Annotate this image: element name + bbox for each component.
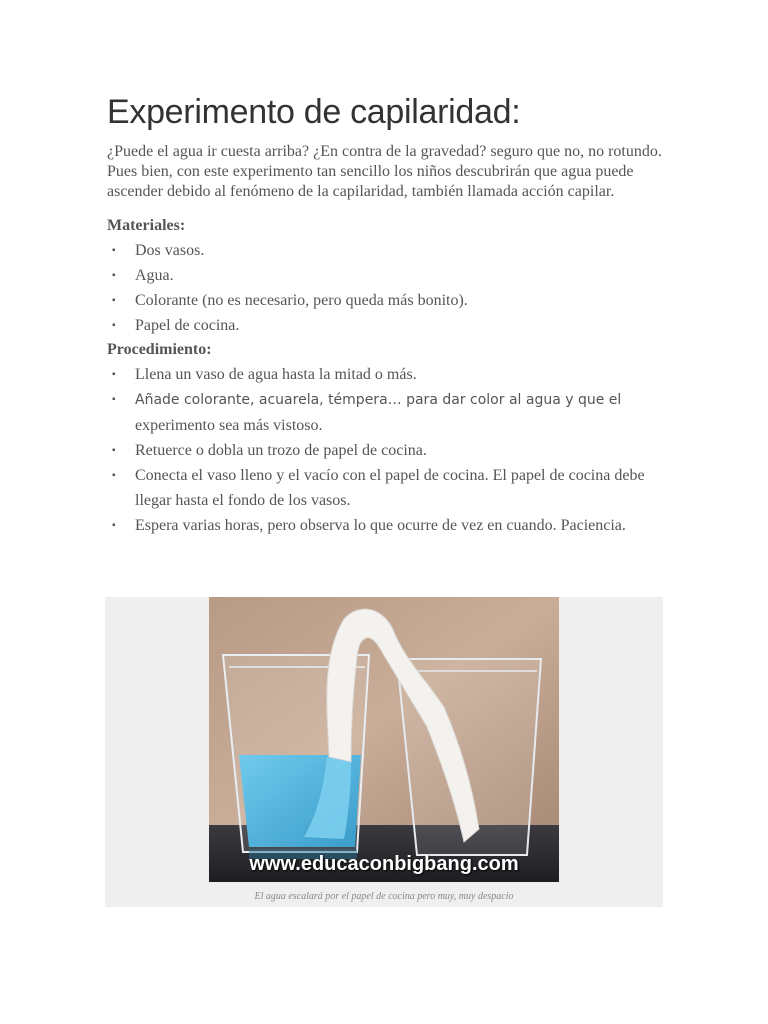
bullet-icon: ▪ bbox=[112, 245, 116, 256]
list-item-text: Espera varias horas, pero observa lo que ocurre de vez en cuando. Paciencia. bbox=[135, 517, 626, 534]
bullet-icon: ▪ bbox=[112, 320, 116, 331]
figure bbox=[105, 597, 663, 907]
figure-caption: El agua escalará por el papel de cocina pero muy, muy despacio bbox=[254, 891, 514, 902]
materials-list bbox=[107, 238, 667, 338]
list-item-text: Llena un vaso de agua hasta la mitad o más. bbox=[135, 366, 417, 383]
bullet-icon: ▪ bbox=[112, 394, 116, 405]
list-item-text: Dos vasos. bbox=[135, 242, 205, 259]
list-item bbox=[107, 387, 667, 438]
bullet-icon: ▪ bbox=[112, 520, 116, 531]
list-item-text-sans: Añade colorante, acuarela, témpera… para dar color al agua y que el bbox=[135, 392, 622, 408]
bullet-icon: ▪ bbox=[112, 369, 116, 380]
materials-heading: Materiales: bbox=[107, 217, 186, 234]
list-item bbox=[107, 238, 667, 263]
list-item-text: Conecta el vaso lleno y el vacío con el papel de cocina. El papel de cocina debe llegar hasta el fondo de los vasos. bbox=[135, 467, 645, 509]
intro-paragraph: ¿Puede el agua ir cuesta arriba? ¿En contra de la gravedad? seguro que no, no rotundo. Pues bien, con este experimento tan sencillo los niños descubrirán que agua puede ascender debido al fenómeno de la capilaridad, también llamada acción capilar. bbox=[107, 143, 662, 200]
page-title: Experimento de capilaridad: bbox=[107, 93, 521, 131]
list-item bbox=[107, 313, 667, 338]
list-item-text: Agua. bbox=[135, 267, 174, 284]
experiment-photo bbox=[209, 597, 559, 882]
list-item bbox=[107, 438, 667, 463]
procedure-list bbox=[107, 362, 667, 538]
bullet-icon: ▪ bbox=[112, 295, 116, 306]
list-item bbox=[107, 463, 667, 513]
list-item-text: Papel de cocina. bbox=[135, 317, 240, 334]
list-item bbox=[107, 362, 667, 387]
list-item-text: Retuerce o dobla un trozo de papel de cocina. bbox=[135, 442, 427, 459]
list-item bbox=[107, 513, 667, 538]
procedure-heading: Procedimiento: bbox=[107, 341, 212, 358]
document-page bbox=[107, 92, 667, 538]
list-item-text: Colorante (no es necesario, pero queda más bonito). bbox=[135, 292, 468, 309]
bullet-icon: ▪ bbox=[112, 445, 116, 456]
photo-watermark: www.educaconbigbang.com bbox=[249, 853, 519, 875]
list-item bbox=[107, 288, 667, 313]
list-item bbox=[107, 263, 667, 288]
bullet-icon: ▪ bbox=[112, 470, 116, 481]
bullet-icon: ▪ bbox=[112, 270, 116, 281]
list-item-text-serif: experimento sea más vistoso. bbox=[135, 417, 323, 434]
